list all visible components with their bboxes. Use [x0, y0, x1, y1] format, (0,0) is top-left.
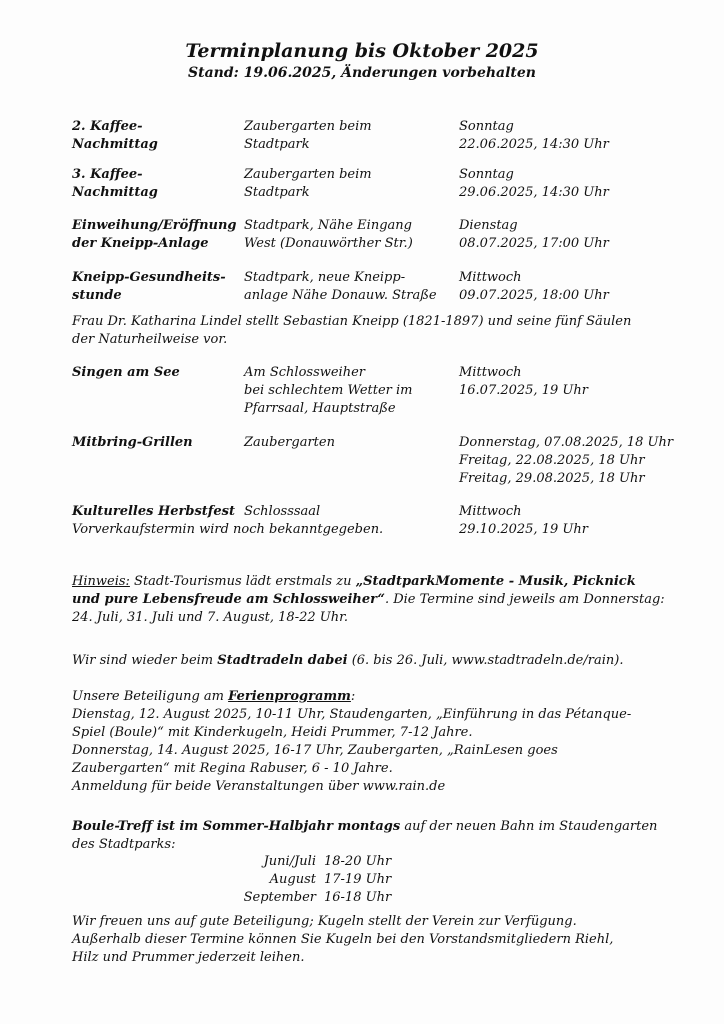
closing-paragraph: Wir freuen uns auf gute Beteiligung; Kugeln stellt der Verein zur Verfügung. Außerhalb dieser Termine können Sie Kugeln bei den Vorstandsmitgliedern Riehl, Hilz und Prummer jederzeit leihen.	[72, 914, 614, 965]
page-title: Terminplanung bis Oktober 2025	[185, 40, 539, 62]
event-note: Frau Dr. Katharina Lindel stellt Sebastian Kneipp (1821-1897) und seine fünf Säulen der Naturheilweise vor.	[72, 314, 632, 347]
event-date: Mittwoch 16.07.2025, 19 Uhr	[459, 365, 588, 398]
event-date: Sonntag 22.06.2025, 14:30 Uhr	[459, 119, 609, 152]
stadtradeln-paragraph: Wir sind wieder beim Stadtradeln dabei (6. bis 26. Juli, www.stadtradeln.de/rain).	[72, 653, 624, 668]
event-note: Vorverkaufstermin wird noch bekanntgegeben.	[72, 522, 384, 537]
event-name: Mitbring-Grillen	[72, 435, 193, 450]
event-place: Stadtpark, Nähe Eingang West (Donauwörther Str.)	[244, 218, 413, 251]
event-name: 3. Kaffee- Nachmittag	[72, 167, 158, 200]
boule-time-row: Juni/Juli 18-20 Uhr	[263, 854, 392, 869]
hinweis-paragraph: Hinweis: Stadt-Tourismus lädt erstmals zu „StadtparkMomente - Musik, Picknick und pure Lebensfreude am Schlossweiher“. Die Termine sind jeweils am Donnerstag: 24. Juli, 31. Juli und 7. August, 18-22 Uhr.	[72, 574, 665, 625]
event-place: Schlosssaal	[244, 504, 321, 519]
boule-times	[232, 853, 391, 907]
event-place: Stadtpark, neue Kneipp- anlage Nähe Donauw. Straße	[244, 270, 437, 303]
event-place: Zaubergarten beim Stadtpark	[244, 119, 372, 152]
event-date: Sonntag 29.06.2025, 14:30 Uhr	[459, 167, 609, 200]
boule-time-row: August 17-19 Uhr	[269, 872, 392, 887]
boule-time-row: September 16-18 Uhr	[243, 890, 392, 905]
event-date: Mittwoch 29.10.2025, 19 Uhr	[459, 504, 588, 537]
event-name: Singen am See	[72, 365, 180, 380]
ferienprogramm-paragraph: Unsere Beteiligung am Ferienprogramm: Dienstag, 12. August 2025, 10-11 Uhr, Staudengarten, „Einführung in das Pétanque- Spiel (Boule)“ mit Kinderkugeln, Heidi Prummer, 7-12 Jahre. Donnerstag, 14. August 2025, 16-17 Uhr, Zaubergarten, „RainLesen goes Zaubergarten“ mit Regina Rabuser, 6 - 10 Jahre. Anmeldung für beide Veranstaltungen über www.rain.de	[72, 689, 632, 794]
event-name: Einweihung/Eröffnung der Kneipp-Anlage	[72, 218, 237, 251]
page-subtitle: Stand: 19.06.2025, Änderungen vorbehalten	[188, 65, 536, 81]
boule-paragraph: Boule-Treff ist im Sommer-Halbjahr montags auf der neuen Bahn im Staudengarten des Stadtparks:	[72, 819, 658, 852]
hinweis-label: Hinweis:	[72, 574, 130, 589]
event-place: Am Schlossweiher bei schlechtem Wetter im Pfarrsaal, Hauptstraße	[244, 365, 413, 416]
event-date: Dienstag 08.07.2025, 17:00 Uhr	[459, 218, 609, 251]
event-name: 2. Kaffee- Nachmittag	[72, 119, 158, 152]
event-name: Kneipp-Gesundheits- stunde	[72, 270, 226, 303]
event-date: Donnerstag, 07.08.2025, 18 Uhr Freitag, 22.08.2025, 18 Uhr Freitag, 29.08.2025, 18 Uhr	[459, 435, 674, 486]
event-place: Zaubergarten	[244, 435, 335, 450]
event-name: Kulturelles Herbstfest	[72, 504, 235, 519]
event-place: Zaubergarten beim Stadtpark	[244, 167, 372, 200]
event-date: Mittwoch 09.07.2025, 18:00 Uhr	[459, 270, 609, 303]
